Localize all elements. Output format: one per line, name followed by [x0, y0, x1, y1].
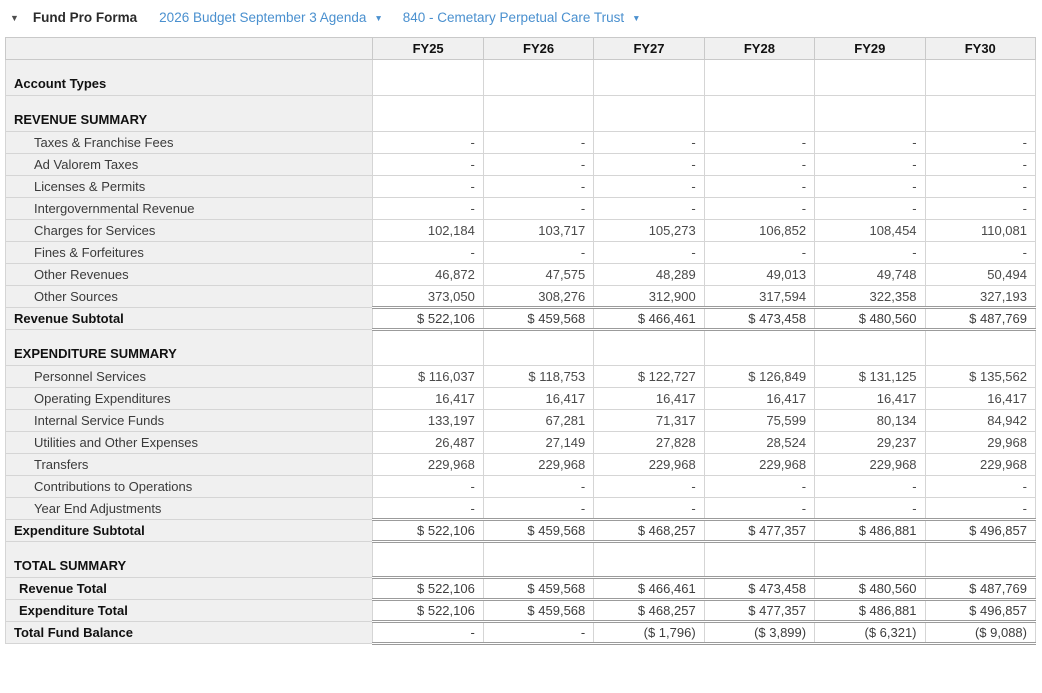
- value-cell-fy27: 105,273: [594, 220, 704, 242]
- table-row: [6, 220, 1036, 242]
- value-cell-fy29: 322,358: [815, 286, 925, 308]
- value-cell-fy26: 47,575: [483, 264, 593, 286]
- row-label: Revenue Subtotal: [6, 308, 373, 330]
- value-cell-fy27: 229,968: [594, 454, 704, 476]
- table-row: [6, 622, 1036, 644]
- value-cell-fy28: 229,968: [704, 454, 814, 476]
- table-row: [6, 520, 1036, 542]
- value-cell-fy30: $ 496,857: [925, 520, 1035, 542]
- table-row: [6, 60, 1036, 96]
- row-label: Other Revenues: [6, 264, 373, 286]
- row-label: Taxes & Franchise Fees: [6, 132, 373, 154]
- value-cell-fy25: -: [373, 622, 483, 644]
- value-cell-fy29: -: [815, 176, 925, 198]
- value-cell-fy25: [373, 60, 483, 96]
- value-cell-fy25: [373, 330, 483, 366]
- row-label: Charges for Services: [6, 220, 373, 242]
- value-cell-fy27: 16,417: [594, 388, 704, 410]
- value-cell-fy29: 49,748: [815, 264, 925, 286]
- column-header-fy25: FY25: [373, 38, 483, 60]
- value-cell-fy27: -: [594, 498, 704, 520]
- value-cell-fy28: -: [704, 132, 814, 154]
- value-cell-fy28: [704, 542, 814, 578]
- value-cell-fy30: 50,494: [925, 264, 1035, 286]
- value-cell-fy27: [594, 60, 704, 96]
- row-label: Revenue Total: [6, 578, 373, 600]
- value-cell-fy29: -: [815, 132, 925, 154]
- value-cell-fy29: 108,454: [815, 220, 925, 242]
- column-header-fy29: FY29: [815, 38, 925, 60]
- row-label: Contributions to Operations: [6, 476, 373, 498]
- budget-dropdown[interactable]: [159, 10, 383, 25]
- value-cell-fy25: 229,968: [373, 454, 483, 476]
- value-cell-fy26: -: [483, 132, 593, 154]
- value-cell-fy26: -: [483, 154, 593, 176]
- column-header-fy26: FY26: [483, 38, 593, 60]
- row-label: Other Sources: [6, 286, 373, 308]
- value-cell-fy26: -: [483, 498, 593, 520]
- value-cell-fy29: -: [815, 242, 925, 264]
- table-row: [6, 498, 1036, 520]
- table-row: [6, 600, 1036, 622]
- value-cell-fy28: $ 477,357: [704, 520, 814, 542]
- row-label: Personnel Services: [6, 366, 373, 388]
- row-label: EXPENDITURE SUMMARY: [6, 330, 373, 366]
- value-cell-fy27: $ 466,461: [594, 308, 704, 330]
- value-cell-fy26: -: [483, 622, 593, 644]
- value-cell-fy27: $ 468,257: [594, 520, 704, 542]
- row-label: Fines & Forfeitures: [6, 242, 373, 264]
- value-cell-fy30: -: [925, 132, 1035, 154]
- value-cell-fy25: -: [373, 476, 483, 498]
- value-cell-fy28: -: [704, 176, 814, 198]
- value-cell-fy27: ($ 1,796): [594, 622, 704, 644]
- value-cell-fy25: 373,050: [373, 286, 483, 308]
- budget-dropdown-label: 2026 Budget September 3 Agenda: [159, 10, 367, 25]
- value-cell-fy30: -: [925, 476, 1035, 498]
- table-row: [6, 330, 1036, 366]
- value-cell-fy26: -: [483, 176, 593, 198]
- topbar: [0, 0, 1042, 29]
- value-cell-fy29: $ 480,560: [815, 308, 925, 330]
- value-cell-fy27: -: [594, 242, 704, 264]
- value-cell-fy25: $ 522,106: [373, 308, 483, 330]
- table-row: [6, 410, 1036, 432]
- table-row: [6, 542, 1036, 578]
- table-row: [6, 198, 1036, 220]
- row-label: Ad Valorem Taxes: [6, 154, 373, 176]
- value-cell-fy25: 133,197: [373, 410, 483, 432]
- value-cell-fy29: [815, 330, 925, 366]
- value-cell-fy28: 49,013: [704, 264, 814, 286]
- value-cell-fy30: ($ 9,088): [925, 622, 1035, 644]
- column-header-fy30: FY30: [925, 38, 1035, 60]
- value-cell-fy27: $ 122,727: [594, 366, 704, 388]
- value-cell-fy28: $ 473,458: [704, 308, 814, 330]
- value-cell-fy27: -: [594, 154, 704, 176]
- value-cell-fy25: -: [373, 198, 483, 220]
- value-cell-fy30: 84,942: [925, 410, 1035, 432]
- row-label: Transfers: [6, 454, 373, 476]
- value-cell-fy29: -: [815, 476, 925, 498]
- value-cell-fy26: 308,276: [483, 286, 593, 308]
- value-cell-fy28: -: [704, 498, 814, 520]
- value-cell-fy25: 26,487: [373, 432, 483, 454]
- table-row: [6, 264, 1036, 286]
- value-cell-fy25: -: [373, 132, 483, 154]
- chevron-down-icon: ▼: [632, 12, 641, 23]
- value-cell-fy26: $ 118,753: [483, 366, 593, 388]
- value-cell-fy28: -: [704, 198, 814, 220]
- value-cell-fy28: -: [704, 476, 814, 498]
- value-cell-fy30: [925, 96, 1035, 132]
- value-cell-fy28: -: [704, 154, 814, 176]
- table-header: [6, 38, 1036, 60]
- value-cell-fy26: -: [483, 476, 593, 498]
- value-cell-fy30: -: [925, 198, 1035, 220]
- value-cell-fy27: -: [594, 132, 704, 154]
- row-label: Operating Expenditures: [6, 388, 373, 410]
- value-cell-fy28: 317,594: [704, 286, 814, 308]
- fund-dropdown-label: 840 - Cemetary Perpetual Care Trust: [402, 10, 625, 25]
- value-cell-fy30: $ 487,769: [925, 308, 1035, 330]
- value-cell-fy30: 229,968: [925, 454, 1035, 476]
- value-cell-fy27: 312,900: [594, 286, 704, 308]
- value-cell-fy28: [704, 60, 814, 96]
- row-label: Intergovernmental Revenue: [6, 198, 373, 220]
- value-cell-fy30: $ 496,857: [925, 600, 1035, 622]
- value-cell-fy28: [704, 96, 814, 132]
- value-cell-fy26: [483, 330, 593, 366]
- value-cell-fy30: -: [925, 242, 1035, 264]
- row-label: Utilities and Other Expenses: [6, 432, 373, 454]
- value-cell-fy27: 27,828: [594, 432, 704, 454]
- fund-proforma-table: [5, 37, 1036, 645]
- value-cell-fy28: [704, 330, 814, 366]
- value-cell-fy26: [483, 96, 593, 132]
- value-cell-fy28: -: [704, 242, 814, 264]
- value-cell-fy29: -: [815, 154, 925, 176]
- row-label: Year End Adjustments: [6, 498, 373, 520]
- value-cell-fy29: [815, 96, 925, 132]
- value-cell-fy30: 29,968: [925, 432, 1035, 454]
- row-label: REVENUE SUMMARY: [6, 96, 373, 132]
- value-cell-fy28: 106,852: [704, 220, 814, 242]
- value-cell-fy27: [594, 96, 704, 132]
- value-cell-fy30: -: [925, 498, 1035, 520]
- value-cell-fy28: 28,524: [704, 432, 814, 454]
- column-header-fy27: FY27: [594, 38, 704, 60]
- table-row: [6, 96, 1036, 132]
- value-cell-fy30: 110,081: [925, 220, 1035, 242]
- value-cell-fy30: 16,417: [925, 388, 1035, 410]
- value-cell-fy29: [815, 60, 925, 96]
- value-cell-fy28: 75,599: [704, 410, 814, 432]
- value-cell-fy26: 67,281: [483, 410, 593, 432]
- table-row: [6, 176, 1036, 198]
- row-label: Internal Service Funds: [6, 410, 373, 432]
- column-header-blank: [6, 38, 373, 60]
- value-cell-fy25: [373, 96, 483, 132]
- table-row: [6, 154, 1036, 176]
- table-row: [6, 242, 1036, 264]
- value-cell-fy28: $ 126,849: [704, 366, 814, 388]
- table-row: [6, 476, 1036, 498]
- table-row: [6, 388, 1036, 410]
- value-cell-fy25: -: [373, 176, 483, 198]
- table-row: [6, 366, 1036, 388]
- value-cell-fy30: [925, 60, 1035, 96]
- value-cell-fy25: -: [373, 242, 483, 264]
- value-cell-fy27: $ 468,257: [594, 600, 704, 622]
- value-cell-fy26: 27,149: [483, 432, 593, 454]
- table-row: [6, 286, 1036, 308]
- value-cell-fy26: [483, 542, 593, 578]
- row-label: Total Fund Balance: [6, 622, 373, 644]
- value-cell-fy26: $ 459,568: [483, 578, 593, 600]
- value-cell-fy25: $ 522,106: [373, 600, 483, 622]
- table-row: [6, 578, 1036, 600]
- value-cell-fy29: $ 486,881: [815, 600, 925, 622]
- value-cell-fy27: -: [594, 476, 704, 498]
- value-cell-fy30: -: [925, 176, 1035, 198]
- value-cell-fy25: $ 522,106: [373, 520, 483, 542]
- value-cell-fy29: $ 131,125: [815, 366, 925, 388]
- value-cell-fy27: $ 466,461: [594, 578, 704, 600]
- value-cell-fy30: -: [925, 154, 1035, 176]
- value-cell-fy29: 229,968: [815, 454, 925, 476]
- value-cell-fy30: 327,193: [925, 286, 1035, 308]
- value-cell-fy28: $ 477,357: [704, 600, 814, 622]
- value-cell-fy25: $ 522,106: [373, 578, 483, 600]
- value-cell-fy29: 29,237: [815, 432, 925, 454]
- value-cell-fy25: [373, 542, 483, 578]
- value-cell-fy29: -: [815, 498, 925, 520]
- value-cell-fy30: [925, 542, 1035, 578]
- value-cell-fy27: 48,289: [594, 264, 704, 286]
- value-cell-fy26: $ 459,568: [483, 308, 593, 330]
- value-cell-fy25: -: [373, 154, 483, 176]
- value-cell-fy26: -: [483, 198, 593, 220]
- table-row: [6, 308, 1036, 330]
- value-cell-fy26: -: [483, 242, 593, 264]
- value-cell-fy28: $ 473,458: [704, 578, 814, 600]
- value-cell-fy25: -: [373, 498, 483, 520]
- row-label: Expenditure Subtotal: [6, 520, 373, 542]
- value-cell-fy27: -: [594, 198, 704, 220]
- value-cell-fy29: 16,417: [815, 388, 925, 410]
- value-cell-fy30: [925, 330, 1035, 366]
- value-cell-fy29: $ 486,881: [815, 520, 925, 542]
- value-cell-fy26: $ 459,568: [483, 520, 593, 542]
- value-cell-fy25: 46,872: [373, 264, 483, 286]
- value-cell-fy29: 80,134: [815, 410, 925, 432]
- collapse-icon[interactable]: ▼: [10, 12, 19, 23]
- row-label: Expenditure Total: [6, 600, 373, 622]
- value-cell-fy28: ($ 3,899): [704, 622, 814, 644]
- value-cell-fy30: $ 135,562: [925, 366, 1035, 388]
- value-cell-fy26: [483, 60, 593, 96]
- value-cell-fy30: $ 487,769: [925, 578, 1035, 600]
- row-label: Licenses & Permits: [6, 176, 373, 198]
- value-cell-fy29: $ 480,560: [815, 578, 925, 600]
- value-cell-fy27: 71,317: [594, 410, 704, 432]
- value-cell-fy29: [815, 542, 925, 578]
- value-cell-fy25: $ 116,037: [373, 366, 483, 388]
- page-title: Fund Pro Forma: [32, 10, 138, 25]
- value-cell-fy25: 16,417: [373, 388, 483, 410]
- chevron-down-icon: ▼: [374, 12, 383, 23]
- column-header-fy28: FY28: [704, 38, 814, 60]
- value-cell-fy27: [594, 330, 704, 366]
- value-cell-fy26: 229,968: [483, 454, 593, 476]
- table-row: [6, 454, 1036, 476]
- value-cell-fy28: 16,417: [704, 388, 814, 410]
- table-row: [6, 432, 1036, 454]
- value-cell-fy26: 103,717: [483, 220, 593, 242]
- value-cell-fy27: [594, 542, 704, 578]
- value-cell-fy26: 16,417: [483, 388, 593, 410]
- value-cell-fy26: $ 459,568: [483, 600, 593, 622]
- fund-dropdown[interactable]: [403, 10, 641, 25]
- value-cell-fy29: -: [815, 198, 925, 220]
- table-row: [6, 132, 1036, 154]
- value-cell-fy29: ($ 6,321): [815, 622, 925, 644]
- row-label: TOTAL SUMMARY: [6, 542, 373, 578]
- value-cell-fy25: 102,184: [373, 220, 483, 242]
- row-label: Account Types: [6, 60, 373, 96]
- value-cell-fy27: -: [594, 176, 704, 198]
